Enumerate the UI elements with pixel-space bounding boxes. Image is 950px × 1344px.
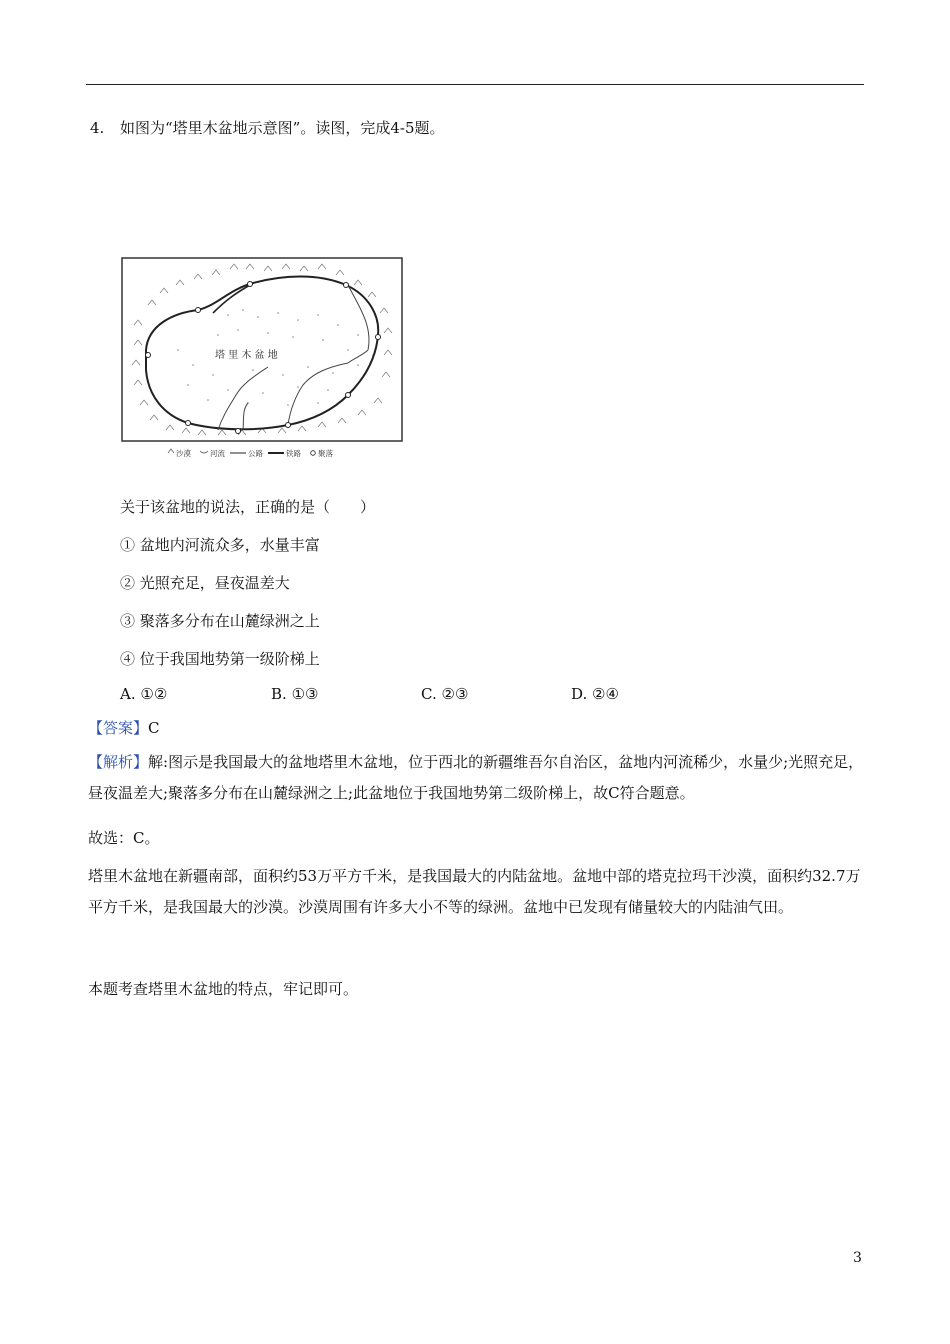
analysis-text-1: 解:图示是我国最大的盆地塔里木盆地，位于西北的新疆维吾尔自治区，盆地内河流稀少，水量少;光照充足，昼夜温差大;聚落多分布在山麓绿洲之上;此盆地位于我国地势第二级阶梯上，故C符合题意。 <box>88 753 864 802</box>
choice-c-text: ②③ <box>441 685 469 703</box>
statement-1: ① 盆地内河流众多，水量丰富 <box>120 536 320 554</box>
choice-d-text: ②④ <box>592 685 619 703</box>
answer-value: C <box>148 719 160 737</box>
statement-2: ② 光照充足，昼夜温差大 <box>120 574 290 592</box>
choice-a <box>120 684 167 704</box>
map-figure <box>118 255 405 465</box>
analysis-paragraph-2: 故选：C。 <box>88 829 160 847</box>
question-number: 4. <box>90 119 105 137</box>
analysis-paragraph-4: 本题考查塔里木盆地的特点，牢记即可。 <box>88 980 359 998</box>
statement-3: ③ 聚落多分布在山麓绿洲之上 <box>120 612 320 630</box>
answer-label: 答案 <box>103 719 134 737</box>
tarim-basin-map <box>118 255 405 465</box>
choice-d <box>571 684 619 704</box>
legend-settlement: 聚落 <box>318 449 333 458</box>
map-legend <box>168 448 333 458</box>
choice-c-letter: C. <box>421 685 437 703</box>
legend-road: 公路 <box>248 449 263 458</box>
question-stem: 如图为“塔里木盆地示意图”。读图，完成4-5题。 <box>120 119 445 137</box>
choice-a-text: ①② <box>140 685 168 703</box>
choice-c <box>421 684 468 704</box>
page-number: 3 <box>853 1250 862 1266</box>
basin-label: 塔 里 木 盆 地 <box>215 350 278 361</box>
header-rule <box>86 84 864 85</box>
analysis-paragraph-3: 塔里木盆地在新疆南部，面积约53万平方千米，是我国最大的内陆盆地。盆地中部的塔克拉玛干沙漠，面积约32.7万平方千米，是我国最大的沙漠。沙漠周围有许多大小不等的绿洲。盆地中已发现有储量较大的内陆油气田。 <box>88 867 861 916</box>
choice-b-text: ①③ <box>291 685 319 703</box>
answer-line: 【答案】C <box>88 719 160 737</box>
legend-railway: 铁路 <box>286 449 301 458</box>
choice-b <box>271 684 318 704</box>
choice-b-letter: B. <box>271 685 287 703</box>
legend-desert: 沙漠 <box>176 449 191 458</box>
analysis-paragraph-1: 【解析】解:图示是我国最大的盆地塔里木盆地，位于西北的新疆维吾尔自治区，盆地内河流稀少，水量少;光照充足，昼夜温差大;聚落多分布在山麓绿洲之上;此盆地位于我国地势第二级阶梯上，故C符合题意。 <box>88 753 864 802</box>
choice-d-letter: D. <box>571 685 588 703</box>
legend-river: 河流 <box>210 449 225 458</box>
statement-4: ④ 位于我国地势第一级阶梯上 <box>120 650 320 668</box>
question-prompt: 关于该盆地的说法，正确的是（ ） <box>120 498 376 516</box>
analysis-label: 解析 <box>103 753 134 771</box>
choice-a-letter: A. <box>120 685 136 703</box>
